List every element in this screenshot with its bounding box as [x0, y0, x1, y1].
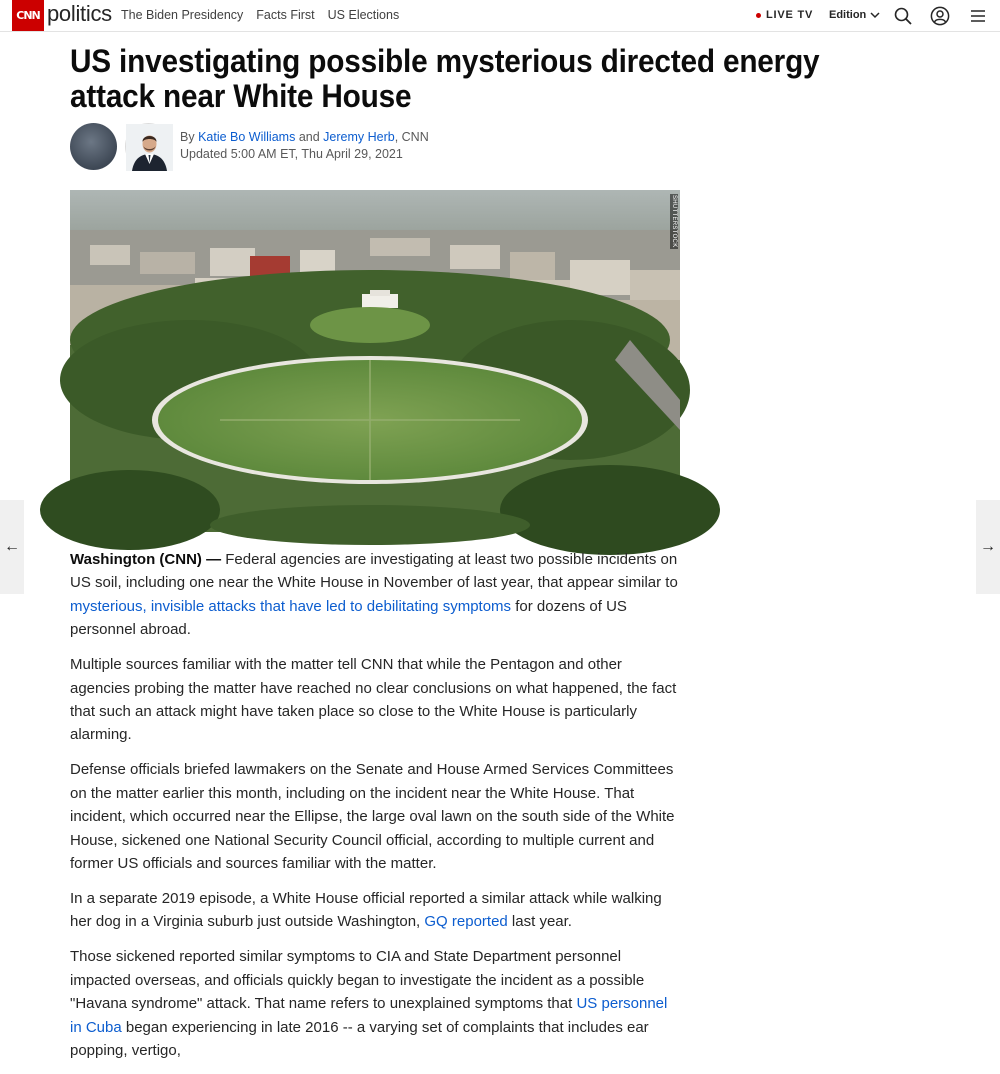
updated-timestamp: Updated 5:00 AM ET, Thu April 29, 2021: [180, 147, 403, 161]
article-paragraph: Defense officials briefed lawmakers on the Senate and House Armed Services Committees on the matter earlier this month, including on the incident near the White House. That incident, which occurred near the Ellipse, the large oval lawn on the south side of the White House, sickened one National Security Council official, according to multiple current and former US officials and sources familiar with the matter.: [70, 761, 675, 873]
search-icon[interactable]: [893, 6, 913, 26]
chevron-down-icon: [870, 12, 880, 19]
arrow-right-icon: →: [980, 538, 996, 555]
article-body: [70, 548, 682, 1074]
user-account-icon[interactable]: [930, 6, 950, 26]
edition-dropdown[interactable]: [829, 9, 880, 21]
author-avatar-jeremy-herb[interactable]: [125, 123, 172, 170]
byline-authors: [180, 129, 429, 146]
author-link-jeremy-herb[interactable]: Jeremy Herb: [323, 130, 395, 144]
article-byline: [180, 129, 429, 163]
article-headline: US investigating possible mysterious directed energy attack near White House: [70, 43, 820, 114]
inline-link-mysterious-attacks[interactable]: mysterious, invisible attacks that have led to debilitating symptoms: [70, 597, 512, 615]
live-tv-label: LIVE TV: [766, 9, 814, 21]
white-house-aerial-photo[interactable]: [70, 190, 680, 532]
edition-label: Edition: [829, 9, 867, 21]
dateline: Washington (CNN) —: [70, 551, 222, 568]
article-paragraph: [70, 945, 682, 1062]
inline-link-us-personnel-cuba[interactable]: US personnel in Cuba: [70, 995, 668, 1036]
article-paragraph: [70, 548, 682, 642]
paragraph-text: last year.: [507, 913, 572, 931]
section-nav: [121, 8, 399, 22]
paragraph-text: Those sickened reported similar symptoms to CIA and State Department personnel impacted overseas, and officials quickly began to investigate the incident as a possible "Havana syndrome" attack. That name refers to unexplained symptoms that: [70, 948, 645, 1013]
paragraph-text: Federal agencies are investigating at least two possible incidents on US soil, including one near the White House in November of last year, that appear similar to: [70, 551, 678, 592]
paragraph-text: for dozens of US personnel abroad.: [70, 597, 627, 639]
next-article-arrow[interactable]: [976, 500, 1000, 594]
paragraph-text: In a separate 2019 episode, a White House official reported a similar attack while walking her dog in a Virginia suburb just outside Washington,: [70, 890, 662, 931]
previous-article-arrow[interactable]: [0, 500, 24, 594]
paragraph-text: began experiencing in late 2016 -- a varying set of complaints that includes ear popping, vertigo,: [70, 1018, 649, 1060]
nav-item-us-elections[interactable]: US Elections: [327, 8, 400, 22]
byline-prefix: By: [180, 130, 195, 144]
hamburger-menu-icon[interactable]: [968, 6, 988, 26]
article-paragraph: [70, 887, 682, 934]
top-navigation-bar: [0, 0, 1000, 32]
author-avatar-katie-bo-williams[interactable]: [70, 123, 117, 170]
arrow-left-icon: ←: [4, 538, 20, 555]
cnn-logo[interactable]: CNN: [12, 0, 44, 31]
live-dot-icon: [756, 13, 761, 18]
nav-item-biden-presidency[interactable]: The Biden Presidency: [121, 8, 244, 22]
section-name-politics[interactable]: politics: [47, 1, 112, 26]
author-portrait-image: [126, 124, 173, 171]
live-tv-link[interactable]: [756, 9, 813, 21]
aerial-photo-image: [70, 190, 680, 532]
photo-credit: SHUTTERSTOCK: [671, 195, 677, 248]
inline-link-gq-reported[interactable]: GQ reported: [424, 913, 508, 931]
nav-item-facts-first[interactable]: Facts First: [256, 8, 315, 22]
article-paragraph: Multiple sources familiar with the matter tell CNN that while the Pentagon and other agencies probing the matter have reached no clear conclusions on what happened, the fact that such an attack might have taken place so close to the White House is particularly alarming.: [70, 656, 677, 744]
author-link-katie-bo-williams[interactable]: Katie Bo Williams: [198, 130, 296, 144]
byline-outlet: , CNN: [394, 130, 429, 144]
byline-and: and: [298, 130, 320, 144]
